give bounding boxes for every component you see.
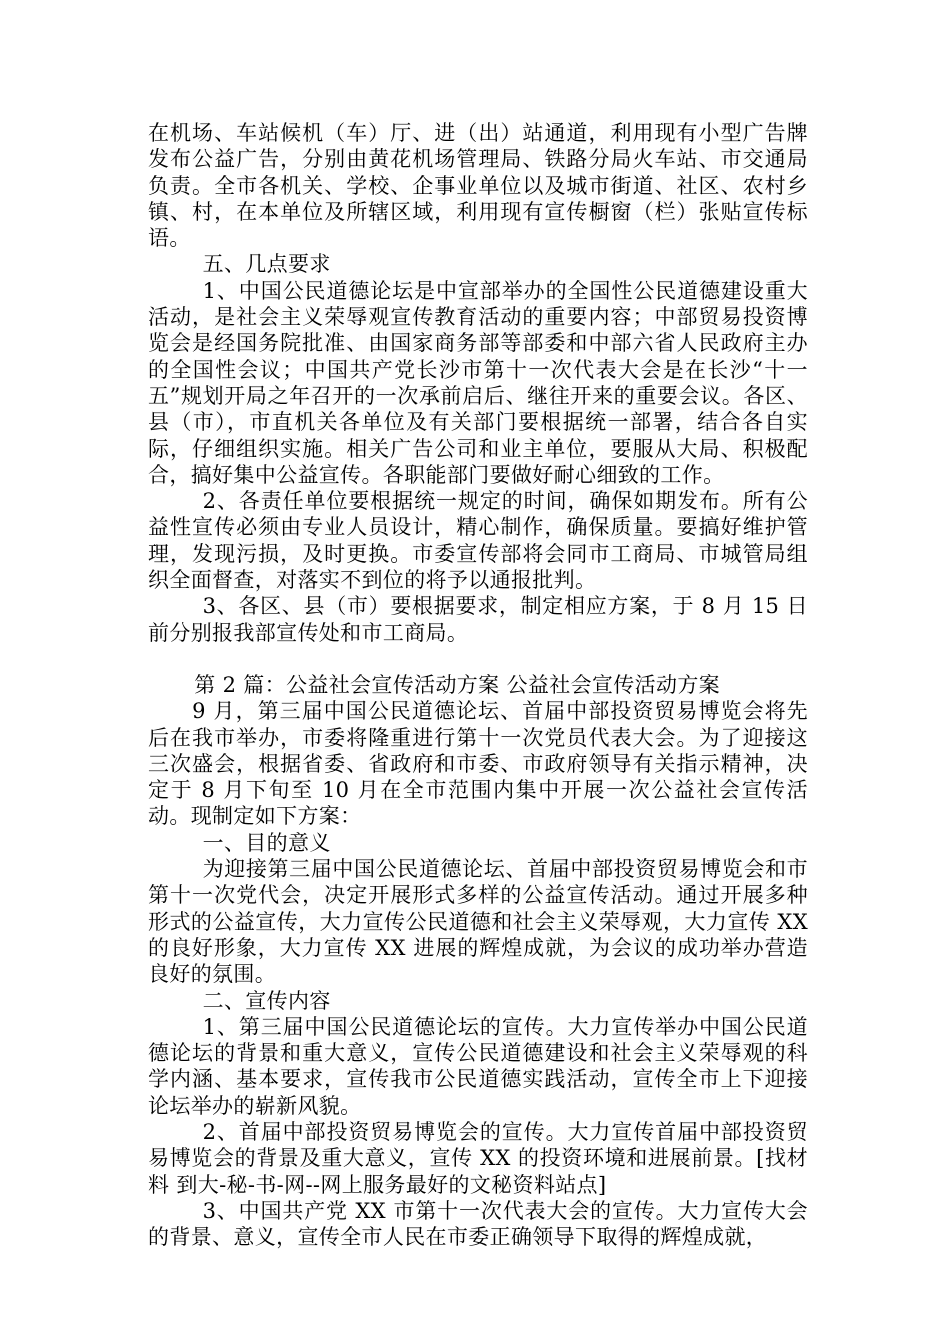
heading-content: 二、宣传内容	[202, 988, 331, 1013]
paragraph-intro: 9 月，第三届中国公民道德论坛、首届中部投资贸易博览会将先后在我市举办，市委将隆重进行第十一次党员代表大会。为了迎接这三次盛会，根据省委、省政府和市委、市政府领导有关指示精神，决定于 8 月下旬至 10 月在全市范围内集中开展一次公益社会宣传活动。现制定如下方案：	[148, 699, 808, 829]
paragraph-billboard-placement: 在机场、车站候机（车）厅、进（出）站通道，利用现有小型广告牌发布公益广告，分别由黄花机场管理局、铁路分局火车站、市交通局负责。全市各机关、学校、企事业单位以及城市街道、社区、农村乡镇、村，在本单位及所辖区域，利用现有宣传橱窗（栏）张贴宣传标语。	[148, 121, 808, 251]
paragraph-requirement-3: 3、各区、县（市）要根据要求，制定相应方案，于 8 月 15 日前分别报我部宣传处和市工商局。	[148, 594, 808, 645]
paragraph-content-3: 3、中国共产党 XX 市第十一次代表大会的宣传。大力宣传大会的背景、意义，宣传全市人民在市委正确领导下取得的辉煌成就，	[148, 1198, 808, 1250]
paragraph-purpose: 为迎接第三届中国公民道德论坛、首届中部投资贸易博览会和市第十一次党代会，决定开展形式多样的公益宣传活动。通过开展多种形式的公益宣传，大力宣传公民道德和社会主义荣辱观，大力宣传 XX 的良好形象，大力宣传 XX 进展的辉煌成就，为会议的成功举办营造良好的氛围。	[148, 857, 808, 987]
heading-requirements: 五、几点要求	[202, 252, 331, 277]
section-title-part-2: 第 2 篇：公益社会宣传活动方案 公益社会宣传活动方案	[194, 672, 721, 697]
paragraph-content-2: 2、首届中部投资贸易博览会的宣传。大力宣传首届中部投资贸易博览会的背景及重大意义，宣传 XX 的投资环境和进展前景。[找材料 到大-秘-书-网--网上服务最好的文秘资料站点]	[148, 1119, 808, 1197]
paragraph-requirement-1: 1、中国公民道德论坛是中宣部举办的全国性公民道德建设重大活动，是社会主义荣辱观宣传教育活动的重要内容；中部贸易投资博览会是经国务院批准、由国家商务部等部委和中部六省人民政府主办的全国性会议；中国共产党长沙市第十一次代表大会是在长沙“十一五”规划开局之年召开的一次承前启后、继往开来的重要会议。各区、县（市），市直机关各单位及有关部门要根据统一部署，结合各自实际，仔细组织实施。相关广告公司和业主单位，要服从大局、积极配合，搞好集中公益宣传。各职能部门要做好耐心细致的工作。	[148, 278, 808, 487]
heading-purpose: 一、目的意义	[202, 830, 331, 855]
paragraph-requirement-2: 2、各责任单位要根据统一规定的时间，确保如期发布。所有公益性宣传必须由专业人员设计，精心制作，确保质量。要搞好维护管理，发现污损，及时更换。市委宣传部将会同市工商局、市城管局组织全面督查，对落实不到位的将予以通报批判。	[148, 489, 808, 593]
document-page	[148, 120, 808, 1250]
paragraph-content-1: 1、第三届中国公民道德论坛的宣传。大力宣传举办中国公民道德论坛的背景和重大意义，宣传公民道德建设和社会主义荣辱观的科学内涵、基本要求，宣传我市公民道德实践活动，宣传全市上下迎接论坛举办的崭新风貌。	[148, 1014, 808, 1118]
